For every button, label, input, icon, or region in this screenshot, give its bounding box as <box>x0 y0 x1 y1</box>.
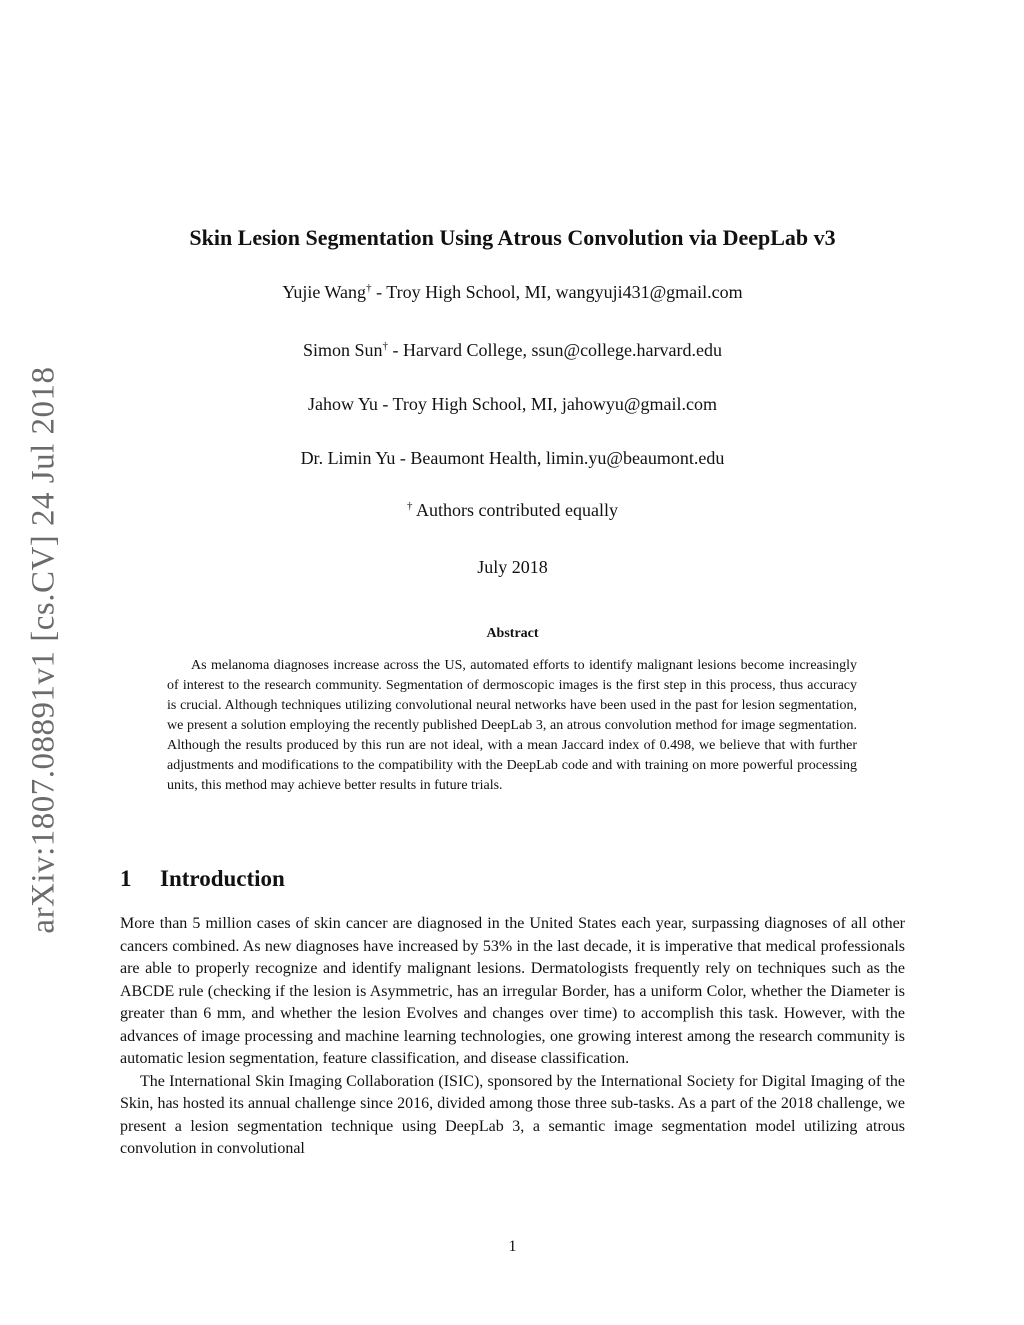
author-line <box>120 448 905 469</box>
equal-contribution-text: Authors contributed equally <box>412 500 618 520</box>
author-name: Simon Sun <box>303 340 383 360</box>
equal-contribution-mark: † <box>366 282 372 294</box>
author-line <box>120 340 905 361</box>
author-affiliation: - Troy High School, MI, jahowyu@gmail.com <box>377 394 717 414</box>
publication-date: July 2018 <box>477 557 548 577</box>
section-title: Introduction <box>160 866 285 891</box>
equal-contribution-mark: † <box>407 500 413 512</box>
equal-contribution-mark: † <box>382 340 389 352</box>
page-number: 1 <box>508 1238 517 1255</box>
abstract-heading: Abstract <box>486 626 539 641</box>
body-paragraph: More than 5 million cases of skin cancer are diagnosed in the United States each year, surpassing diagnoses of all other cancers combined. As new diagnoses have increased by 53% in the last decade, it is imperative that medical professionals are able to properly recognize and identify malignant lesions. Dermatologists frequently rely on techniques such as the ABCDE rule (checking if the lesion is Asymmetric, has an irregular Border, has a uniform Color, whether the Diameter is greater than 6 mm, and whether the lesion Evolves and changes over time) to accomplish this task. However, with the advances of image processing and machine learning technologies, one growing interest among the research community is automatic lesion segmentation, feature classification, and disease classification. <box>120 915 905 1067</box>
section-heading <box>120 866 285 892</box>
paper-title: Skin Lesion Segmentation Using Atrous Convolution via DeepLab v3 <box>189 225 836 250</box>
arxiv-identifier: arXiv:1807.08891v1 [cs.CV] 24 Jul 2018 <box>25 366 62 934</box>
author-name: Yujie Wang <box>282 282 367 302</box>
section-number: 1 <box>120 866 132 891</box>
author-name: Dr. Limin Yu <box>300 448 396 468</box>
author-line <box>120 282 905 303</box>
equal-contribution-note <box>120 500 905 521</box>
author-affiliation: - Troy High School, MI, wangyuji431@gmail.com <box>371 282 743 302</box>
author-line <box>120 394 905 415</box>
author-affiliation: - Beaumont Health, limin.yu@beaumont.edu <box>395 448 725 468</box>
body-paragraph: The International Skin Imaging Collaboration (ISIC), sponsored by the International Society for Digital Imaging of the Skin, has hosted its annual challenge since 2016, divided among those three sub-tasks. As a part of the 2018 challenge, we present a lesion segmentation technique using DeepLab 3, a semantic image segmentation model utilizing atrous convolution in convolutional <box>120 1072 905 1157</box>
section-body <box>120 913 905 1161</box>
author-affiliation: - Harvard College, ssun@college.harvard.edu <box>388 340 722 360</box>
author-name: Jahow Yu <box>308 394 378 414</box>
abstract-text: As melanoma diagnoses increase across the US, automated efforts to identify malignant lesions become increasingly of interest to the research community. Segmentation of dermoscopic images is the first step in this process, thus accuracy is crucial. Although techniques utilizing convolutional neural networks have been used in the past for lesion segmentation, we present a solution employing the recently published DeepLab 3, an atrous convolution method for image segmentation. Although the results produced by this run are not ideal, with a mean Jaccard index of 0.498, we believe that with further adjustments and modifications to the compatibility with the DeepLab code and with training on more powerful processing units, this method may achieve better results in future trials. <box>167 658 857 793</box>
